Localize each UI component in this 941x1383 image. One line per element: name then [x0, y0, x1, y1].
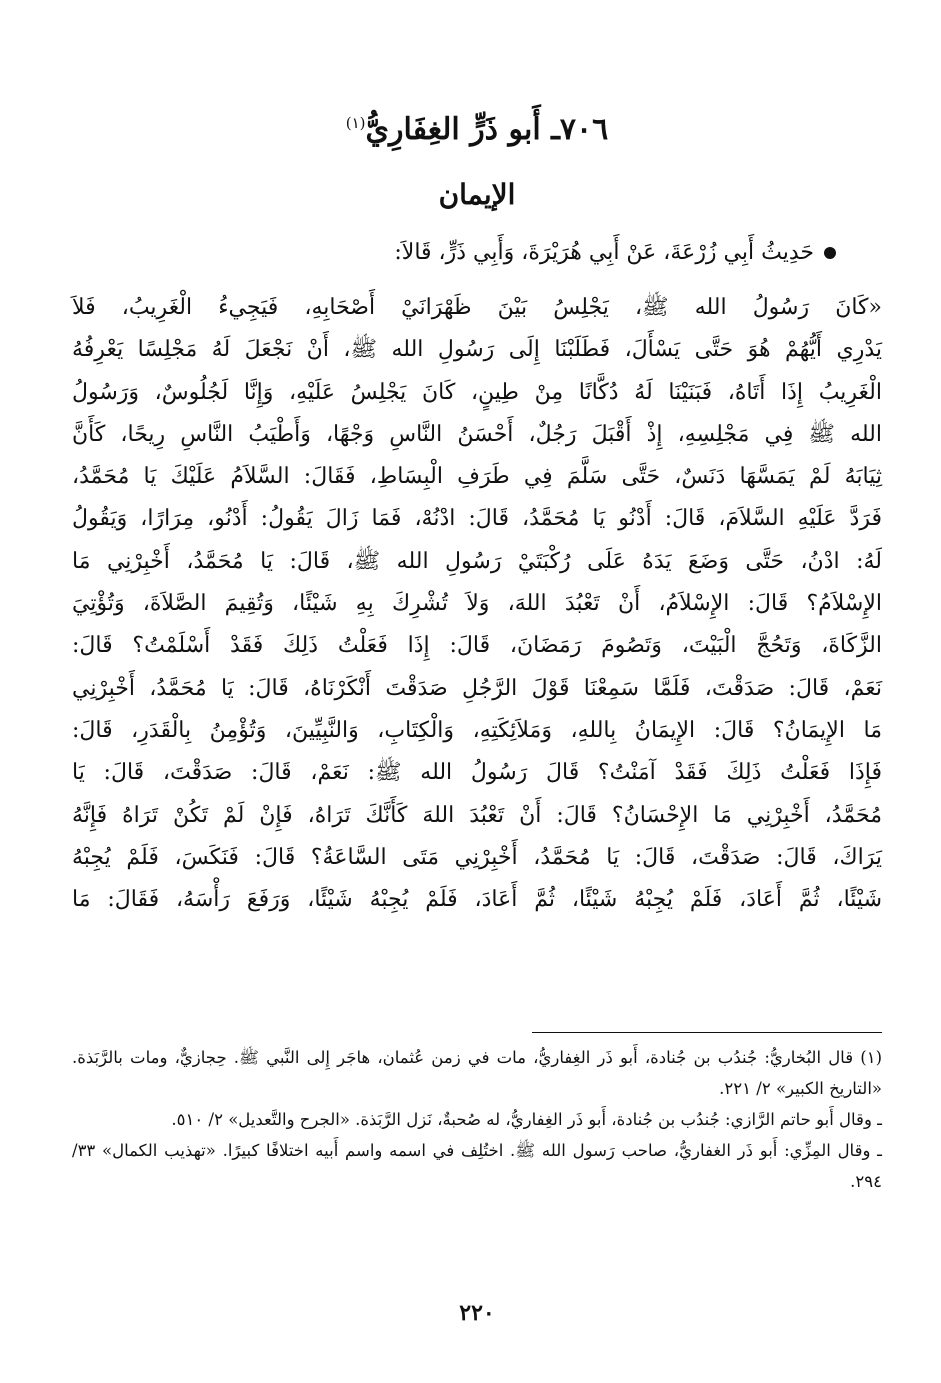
text-line: الزَّكَاةَ، وَتَحُجَّ الْبَيْتَ، وَتَصُومَ رَمَضَانَ، قَالَ: إِذَا فَعَلْتُ ذَلِكَ فَقَدْ أَسْلَمْتُ؟ قَالَ:: [72, 633, 882, 659]
intro-text: حَدِيثُ أَبِي زُرْعَةَ، عَنْ أَبِي هُرَيْرَةَ، وَأَبِي ذَرٍّ، قَالاَ:: [394, 240, 814, 265]
section-title: الإيمان: [438, 178, 516, 211]
hadith-intro: [394, 240, 836, 265]
text-line: الْغَرِيبُ إِذَا أَتَاهُ، فَبَنَيْنَا لَهُ دُكَّانًا مِنْ طِينٍ، كَانَ يَجْلِسُ عَلَيْهِ، وَإِنَّا لَجُلُوسٌ، وَرَسُولُ: [72, 379, 882, 405]
heading-title: ٧٠٦ـ أَبو ذَرٍّ الغِفَارِيُّ: [365, 112, 609, 147]
text-line: لَهُ: ادْنُ، حَتَّى وَضَعَ يَدَهُ عَلَى رُكْبَتَيْ رَسُولِ الله ﷺ، قَالَ: يَا مُحَمَّدُ، أَخْبِرْنِي مَا: [72, 548, 882, 574]
footnote: ـ وقال المِزِّي: أَبو ذَر الغفاريُّ، صاحب رَسول الله ﷺ. اختُلِف في اسمه واسم أَبيه اختلافًا كبيرًا. «تهذيب الكمال» ٣٣/ ٢٩٤.: [72, 1141, 882, 1191]
chapter-heading: [72, 112, 882, 147]
text-line: فَرَدَّ عَلَيْهِ السَّلاَمَ، قَالَ: أَدْنُو يَا مُحَمَّدُ، قَالَ: ادْنُهْ، فَمَا زَالَ يَقُولُ: أَدْنُو، مِرَارًا، وَيَقُولُ: [72, 506, 882, 532]
text-line: الإِسْلاَمُ؟ قَالَ: الإِسْلاَمُ، أَنْ تَعْبُدَ اللهَ، وَلاَ تُشْرِكَ بِهِ شَيْئًا، وَتُقِيمَ الصَّلاَةَ، وَتُؤْتِيَ: [72, 591, 882, 617]
text-line: الله ﷺ فِي مَجْلِسِهِ، إِذْ أَقْبَلَ رَجُلٌ، أَحْسَنُ النَّاسِ وَجْهًا، وَأَطْيَبُ النَّاسِ رِيحًا، كَأَنَّ: [72, 421, 882, 447]
text-line: شَيْئًا، ثُمَّ أَعَادَ، فَلَمْ يُجِبْهُ شَيْئًا، ثُمَّ أَعَادَ، فَلَمْ يُجِبْهُ شَيْئًا، وَرَفَعَ رَأْسَهُ، فَقَالَ: مَا: [72, 887, 882, 913]
footnote-divider: [532, 1032, 882, 1033]
bullet-icon: [824, 247, 836, 259]
text-line: «كَانَ رَسُولُ الله ﷺ، يَجْلِسُ بَيْنَ ظَهْرَانَيْ أَصْحَابِهِ، فَيَجِيءُ الْغَرِيبُ، فَلاَ: [72, 295, 882, 320]
footnote-ref: (١): [345, 114, 366, 132]
text-line: يَدْرِي أَيُّهُمْ هُوَ حَتَّى يَسْأَلَ، فَطَلَبْنَا إِلَى رَسُولِ الله ﷺ، أَنْ نَجْعَلَ لَهُ مَجْلِسًا يَعْرِفُهُ: [72, 337, 882, 363]
text-line: يَرَاكَ، قَالَ: صَدَقْتَ، قَالَ: يَا مُحَمَّدُ، أَخْبِرْنِي مَتَى السَّاعَةُ؟ قَالَ: فَنَكَسَ، فَلَمْ يُجِبْهُ: [72, 844, 882, 870]
text-line: مُحَمَّدُ، أَخْبِرْنِي مَا الإِحْسَانُ؟ قَالَ: أَنْ تَعْبُدَ اللهَ كَأَنَّكَ تَرَاهُ، فَإِنْ لَمْ تَكُنْ تَرَاهُ فَإِنَّهُ: [72, 802, 882, 828]
text-line: ثِيَابَهُ لَمْ يَمَسَّهَا دَنَسٌ، حَتَّى سَلَّمَ فِي طَرَفِ الْبِسَاطِ، فَقَالَ: السَّلاَمُ عَلَيْكَ يَا مُحَمَّدُ،: [72, 464, 882, 490]
text-line: نَعَمْ، قَالَ: صَدَقْتَ، فَلَمَّا سَمِعْنَا قَوْلَ الرَّجُلِ صَدَقْتَ أَنْكَرْنَاهُ، قَالَ: يَا مُحَمَّدُ، أَخْبِرْنِي: [72, 675, 882, 701]
footnote: ـ وقال أَبو حاتم الرَّازي: جُندُب بن جُنادة، أَبو ذَر الغِفاريُّ، له صُحبةٌ، نَزل الرَّبَذة. «الجرح والتَّعديل» ٢/ ٥١٠.: [171, 1110, 882, 1129]
footnote: (١) قال البُخاريُّ: جُندُب بن جُنادة، أَبو ذَر الغِفاريُّ، مات في زمن عُثمان، هاجَر إِلى النَّبي ﷺ. حِجازيٌّ، ومات بالرَّبَذة. «التاريخ الكبير» ٢/ ٢٢١.: [72, 1048, 882, 1098]
text-line: مَا الإِيمَانُ؟ قَالَ: الإِيمَانُ بِاللهِ، وَمَلاَئِكَتِهِ، وَالْكِتَابِ، وَالنَّبِيِّينَ، وَتُؤْمِنُ بِالْقَدَرِ، قَالَ:: [72, 717, 882, 743]
text-line: فَإِذَا فَعَلْتُ ذَلِكَ فَقَدْ آمَنْتُ؟ قَالَ رَسُولُ الله ﷺ: نَعَمْ، قَالَ: صَدَقْتَ، قَالَ: يَا: [72, 760, 882, 786]
footnotes: [72, 1042, 882, 1197]
hadith-body: [72, 287, 882, 921]
page-number: ٢٢٠: [459, 1300, 495, 1326]
